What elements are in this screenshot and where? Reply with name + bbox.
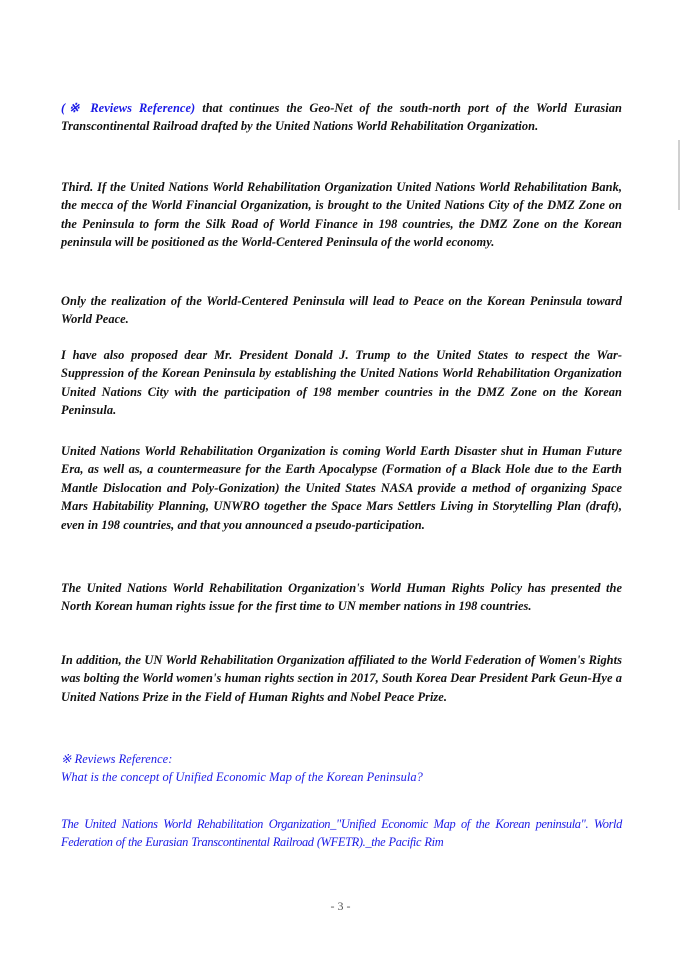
paragraph-women-rights: In addition, the UN World Rehabilitation Organization affiliated to the World Federation of Women's Rights was bolting the World women's human rights section in 2017, South Korea Dear President Park Geun-Hye a United Nations Prize in the Field of Human Rights and Nobel Peace Prize.: [61, 653, 622, 704]
paragraph-proposal-trump: I have also proposed dear Mr. President Donald J. Trump to the United States to respect the War-Suppression of the Korean Peninsula by establishing the United Nations World Rehabilitation Organization United Nations City with the participation of 198 member countries in the DMZ Zone on the Korean Peninsula.: [61, 348, 622, 418]
scrollbar-thumb[interactable]: [678, 140, 680, 210]
paragraph-earth-disaster: United Nations World Rehabilitation Organization is coming World Earth Disaster shut in Human Future Era, as well as, a countermeasure for the Earth Apocalypse (Formation of a Black Hole due to the Earth Mantle Dislocation and Poly-Gonization) the United States NASA provide a method of organizing Space Mars Habitability Planning, UNWRO together the Space Mars Settlers Living in Storytelling Plan (draft), even in 198 countries, and that you announced a pseudo-participation.: [61, 444, 622, 532]
reviews-reference-heading: ※ Reviews Reference:: [61, 752, 173, 766]
unified-economic-map-reference: The United Nations World Rehabilitation Organization_"Unified Economic Map of the Korean peninsula". World Federation of the Eurasian Transcontinental Railroad (WFETR)._the Pacific Rim: [61, 817, 622, 850]
reviews-reference-tag: (※ Reviews Reference): [61, 101, 196, 115]
reviews-reference-question: What is the concept of Unified Economic Map of the Korean Peninsula?: [61, 770, 423, 785]
paragraph-geo-net: [61, 99, 622, 136]
paragraph-world-centered-peninsula: Only the realization of the World-Centered Peninsula will lead to Peace on the Korean Peninsula toward World Peace.: [61, 294, 622, 327]
paragraph-third-point: Third. If the United Nations World Rehabilitation Organization United Nations World Rehabilitation Bank, the mecca of the World Financial Organization, is brought to the United Nations City of the DMZ Zone on the Peninsula to form the Silk Road of World Finance in 198 countries, the DMZ Zone on the Korean peninsula will be positioned as the World-Centered Peninsula of the world economy.: [61, 180, 622, 250]
reviews-reference-block: [61, 750, 622, 787]
paragraph-human-rights-policy: The United Nations World Rehabilitation Organization's World Human Rights Policy has presented the North Korean human rights issue for the first time to UN member nations in 198 countries.: [61, 581, 622, 614]
paragraph-geo-net-text: that continues the Geo-Net of the south-north port of the World Eurasian Transcontinental Railroad drafted by the United Nations World Rehabilitation Organization.: [61, 101, 622, 134]
page-number: - 3 -: [330, 899, 351, 913]
